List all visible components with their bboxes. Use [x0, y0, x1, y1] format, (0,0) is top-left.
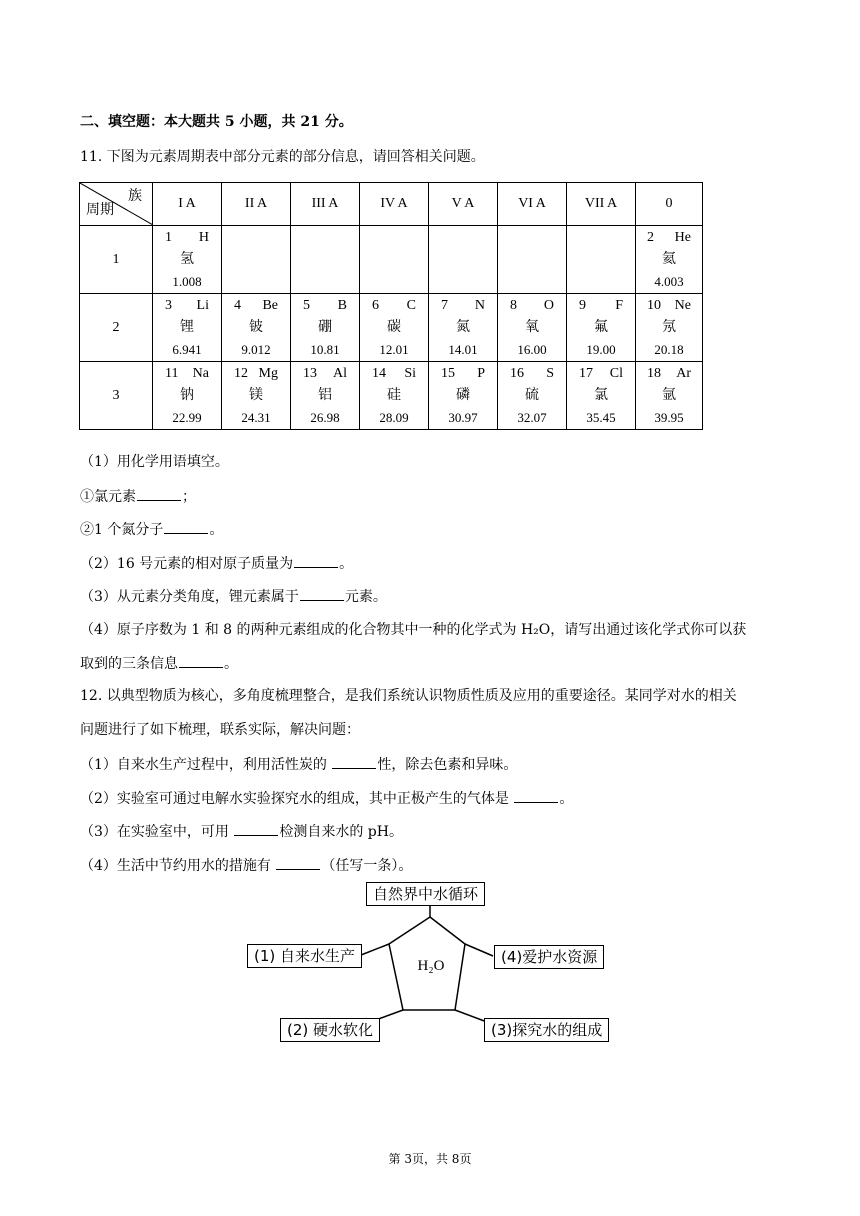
- atomic-number: 12: [234, 365, 248, 381]
- group-header-2: III A: [291, 183, 360, 226]
- group-header-3: IV A: [360, 183, 429, 226]
- element-symbol: He: [674, 229, 691, 245]
- q11-p1b-end: 。: [209, 522, 224, 538]
- q11-p4-line1: （4）原子序数为 1 和 8 的两种元素组成的化合物其中一种的化学式为 H₂O，请写出通过该化学式你可以获: [80, 622, 747, 638]
- element-symbol: F: [615, 297, 623, 313]
- atomic-number: 8: [510, 297, 517, 313]
- atomic-number: 5: [303, 297, 310, 313]
- q12-p1-text: （1）自来水生产过程中，利用活性炭的: [80, 757, 332, 773]
- element-name: 氯: [594, 387, 608, 403]
- atomic-number: 10: [647, 297, 661, 313]
- atomic-number: 17: [579, 365, 593, 381]
- diagram-box-top: 自然界中水循环: [366, 882, 485, 906]
- element-name: 磷: [456, 387, 470, 403]
- atomic-number: 13: [303, 365, 317, 381]
- q12-p1-end: 性，除去色素和异味。: [377, 757, 518, 773]
- page-footer: 第 3页，共 8页: [388, 1152, 472, 1166]
- atomic-mass: 39.95: [654, 409, 684, 425]
- diagram-box-bottom-right: (3)探究水的组成: [484, 1018, 609, 1042]
- atomic-number: 14: [372, 365, 386, 381]
- q12-intro-line1: 12. 以典型物质为核心，多角度梳理整合，是我们系统认识物质性质及应用的重要途径。某同学对水的相关: [80, 688, 737, 704]
- atomic-mass: 1.008: [172, 273, 202, 289]
- atomic-mass: 9.012: [241, 341, 271, 357]
- q11-p4-text: 取到的三条信息: [80, 656, 178, 672]
- element-name: 氟: [594, 319, 608, 335]
- atomic-mass: 24.31: [241, 409, 271, 425]
- element-name: 氖: [662, 319, 676, 335]
- diagram-box-bottom-left: (2) 硬水软化: [280, 1018, 380, 1042]
- atomic-number: 18: [647, 365, 661, 381]
- atomic-number: 3: [165, 297, 172, 313]
- element-name: 氩: [662, 387, 676, 403]
- atomic-number: 16: [510, 365, 524, 381]
- connector-right: [465, 944, 493, 956]
- element-symbol: Al: [333, 365, 347, 381]
- q12-p3-end: 检测自来水的 pH。: [279, 824, 403, 840]
- atomic-number: 6: [372, 297, 379, 313]
- atomic-mass: 35.45: [586, 409, 616, 425]
- connector-left: [361, 944, 389, 955]
- atomic-number: 4: [234, 297, 241, 313]
- q12-p3-text: （3）在实验室中，可用: [80, 824, 234, 840]
- element-symbol: H: [198, 229, 209, 245]
- element-symbol: Ar: [676, 365, 691, 381]
- element-name: 铝: [318, 387, 332, 403]
- element-name: 氮: [456, 319, 470, 335]
- atomic-mass: 10.81: [310, 341, 340, 357]
- element-symbol: S: [546, 365, 554, 381]
- q12-p4-text: （4）生活中节约用水的措施有: [80, 858, 276, 874]
- section-title: 二、填空题：本大题共 5 小题，共 21 分。: [80, 114, 353, 130]
- atomic-mass: 14.01: [448, 341, 478, 357]
- period-label: 1: [80, 226, 153, 294]
- q11-intro: 11. 下图为元素周期表中部分元素的部分信息，请回答相关问题。: [80, 149, 485, 165]
- element-name: 氧: [525, 319, 539, 335]
- element-symbol: O: [543, 297, 554, 313]
- element-name: 硼: [318, 319, 332, 335]
- element-name: 碳: [387, 319, 401, 335]
- atomic-mass: 28.09: [379, 409, 409, 425]
- atomic-number: 11: [165, 365, 179, 381]
- element-symbol: Ne: [674, 297, 691, 313]
- group-header-4: V A: [429, 183, 498, 226]
- diagram-box-right: (4)爱护水资源: [494, 945, 604, 969]
- group-header-5: VI A: [498, 183, 567, 226]
- atomic-mass: 12.01: [379, 341, 409, 357]
- q11-p3-text: （3）从元素分类角度，锂元素属于: [80, 589, 299, 605]
- q12-p2-end: 。: [559, 791, 574, 807]
- q11-p1a-end: ；: [182, 489, 196, 505]
- element-symbol: P: [477, 365, 485, 381]
- element-symbol: Mg: [258, 365, 278, 381]
- group-header-6: VII A: [567, 183, 636, 226]
- q12-p4-end: （任写一条）。: [321, 858, 413, 874]
- element-name: 钠: [180, 387, 194, 403]
- atomic-number: 15: [441, 365, 455, 381]
- group-header-0: I A: [153, 183, 222, 226]
- atomic-mass: 26.98: [310, 409, 340, 425]
- atomic-number: 2: [647, 229, 654, 245]
- element-name: 氢: [180, 251, 194, 267]
- atomic-mass: 19.00: [586, 341, 616, 357]
- element-name: 铍: [249, 319, 263, 335]
- q11-p1a-text: ①氯元素: [80, 489, 136, 505]
- element-name: 镁: [249, 387, 263, 403]
- atomic-mass: 30.97: [448, 409, 478, 425]
- atomic-mass: 20.18: [654, 341, 684, 357]
- group-header-1: II A: [222, 183, 291, 226]
- pentagon-center-label: H₂O: [417, 958, 445, 974]
- q12-p2-text: （2）实验室可通过电解水实验探究水的组成，其中正极产生的气体是: [80, 791, 514, 807]
- element-name: 氦: [662, 251, 676, 267]
- q12-intro-line2: 问题进行了如下梳理，联系实际，解决问题：: [80, 722, 360, 738]
- element-symbol: Si: [404, 365, 416, 381]
- period-label: 2: [80, 294, 153, 362]
- q11-p1b-text: ②1 个氮分子: [80, 522, 164, 538]
- element-name: 硅: [387, 387, 401, 403]
- atomic-number: 9: [579, 297, 586, 313]
- q11-p2-text: （2）16 号元素的相对原子质量为: [80, 556, 294, 572]
- element-name: 锂: [180, 319, 194, 335]
- q11-p1: （1）用化学用语填空。: [80, 454, 229, 470]
- atomic-mass: 32.07: [517, 409, 547, 425]
- atomic-number: 7: [441, 297, 448, 313]
- period-label: 3: [80, 362, 153, 430]
- element-symbol: N: [474, 297, 485, 313]
- element-symbol: B: [337, 297, 347, 313]
- atomic-number: 1: [165, 229, 172, 245]
- q11-p2-end: 。: [339, 556, 354, 572]
- element-symbol: Na: [192, 365, 209, 381]
- element-symbol: Be: [262, 297, 278, 313]
- q11-p4-end: 。: [224, 656, 238, 672]
- group-header-7: 0: [636, 183, 703, 226]
- atomic-mass: 16.00: [517, 341, 547, 357]
- element-symbol: Cl: [609, 365, 623, 381]
- atomic-mass: 4.003: [654, 273, 684, 289]
- diagram-box-left: (1) 自来水生产: [247, 944, 362, 968]
- corner-group-label: 族: [128, 189, 142, 204]
- connector-bottom-right: [455, 1010, 487, 1022]
- element-symbol: Li: [196, 297, 209, 313]
- q11-p3-end: 元素。: [344, 589, 387, 605]
- corner-period-label: 周期: [86, 203, 114, 218]
- atomic-mass: 22.99: [172, 409, 202, 425]
- atomic-mass: 6.941: [172, 341, 202, 357]
- element-name: 硫: [525, 387, 539, 403]
- element-symbol: C: [406, 297, 416, 313]
